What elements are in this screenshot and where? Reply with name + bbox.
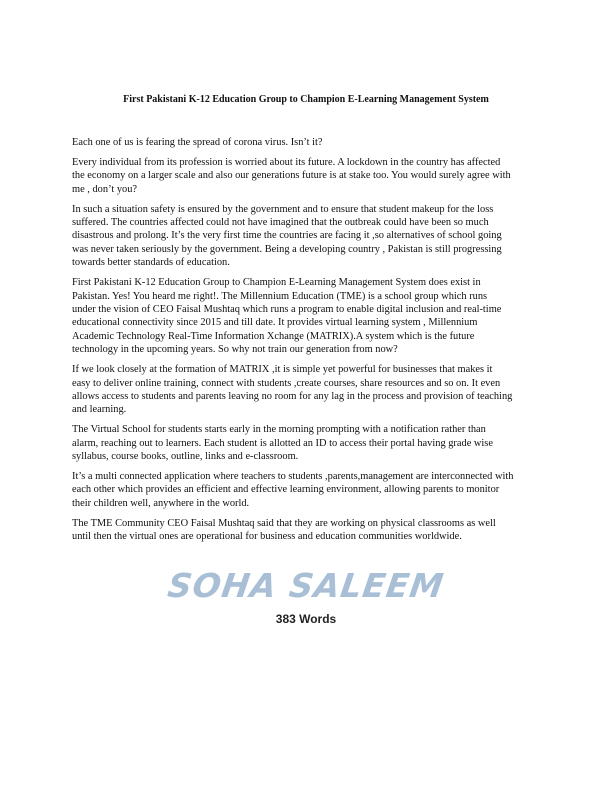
paragraph-line: and learning. xyxy=(72,404,127,416)
paragraph-line: their children well, anywhere in the world. xyxy=(72,497,250,509)
paragraph-line: In such a situation safety is ensured by the government and to ensure that student makeup for the loss xyxy=(72,203,494,215)
word-count: 383 Words xyxy=(275,612,337,626)
paragraph-line: Each one of us is fearing the spread of corona virus. Isn’t it? xyxy=(72,137,323,148)
paragraph-line: The Virtual School for students starts early in the morning prompting with a notification rather than xyxy=(72,424,486,436)
paragraph xyxy=(72,276,552,356)
paragraph-line: under the vision of CEO Faisal Mushtaq which runs a program to enable digital inclusion and real-time xyxy=(72,303,502,315)
paragraph xyxy=(72,517,552,544)
paragraph-line: Academic Technology Real-Time Information Xchange (MATRIX).A system which is the future xyxy=(72,330,475,342)
paragraph xyxy=(72,363,552,417)
paragraph-line: Every individual from its profession is worried about its future. A lockdown in the country has affected xyxy=(72,156,501,168)
paragraph-line: educational connectivity since 2015 and till date. It provides virtual learning system , Millennium xyxy=(72,317,478,329)
signature-watermark: SOHA SALEEM xyxy=(165,566,447,605)
paragraph-line: If we look closely at the formation of MATRIX ,it is simple yet powerful for businesses that makes it xyxy=(72,364,493,376)
paragraph-line: allows access to students and parents leaving no room for any lag in the process and provision of teaching xyxy=(72,390,513,402)
paragraph-line: It’s a multi connected application where teachers to students ,parents,management are interconnected with xyxy=(72,470,514,482)
paragraph-line: each other which provides an efficient and effective learning environment, allowing parents to monitor xyxy=(72,484,500,496)
paragraph-line: disastrous and prolong. It’s the very first time the countries are facing it ,so alternatives of school going xyxy=(72,230,502,242)
paragraph-line: First Pakistani K-12 Education Group to Champion E-Learning Management System does exist in xyxy=(72,277,481,289)
paragraph-line: until then the virtual ones are operational for business and education communities worldwide. xyxy=(72,531,462,543)
document-body xyxy=(72,136,552,550)
paragraph-line: easy to deliver online training, connect with students ,create courses, share resources and so on. It even xyxy=(72,377,501,389)
paragraph xyxy=(72,156,552,196)
paragraph xyxy=(72,203,552,270)
paragraph xyxy=(72,423,552,463)
paragraph xyxy=(72,470,552,510)
paragraph-line: syllabus, course books, outline, links and e-classroom. xyxy=(72,451,299,463)
paragraph xyxy=(72,136,552,149)
paragraph-line: suffered. The countries affected could not have imagined that the outbreak could have been so much xyxy=(72,217,489,229)
paragraph-line: the economy on a larger scale and also our generations future is at stake too. You would surely agree with xyxy=(72,170,511,182)
paragraph-line: alarm, reaching out to learners. Each student is allotted an ID to access their portal having grade wise xyxy=(72,437,493,449)
paragraph-line: towards better standards of education. xyxy=(72,257,230,269)
document-title: First Pakistani K-12 Education Group to Champion E-Learning Management System xyxy=(123,94,489,105)
paragraph-line: was never taken seriously by the government. Being a developing country , Pakistan is still progressing xyxy=(72,243,502,255)
paragraph-line: Pakistan. Yes! You heard me right!. The Millennium Education (TME) is a school group which runs xyxy=(72,290,488,302)
paragraph-line: technology in the upcoming years. So why not train our generation from now? xyxy=(72,344,398,356)
paragraph-line: me , don’t you? xyxy=(72,183,138,195)
paragraph-line: The TME Community CEO Faisal Mushtaq said that they are working on physical classrooms as well xyxy=(72,517,496,529)
